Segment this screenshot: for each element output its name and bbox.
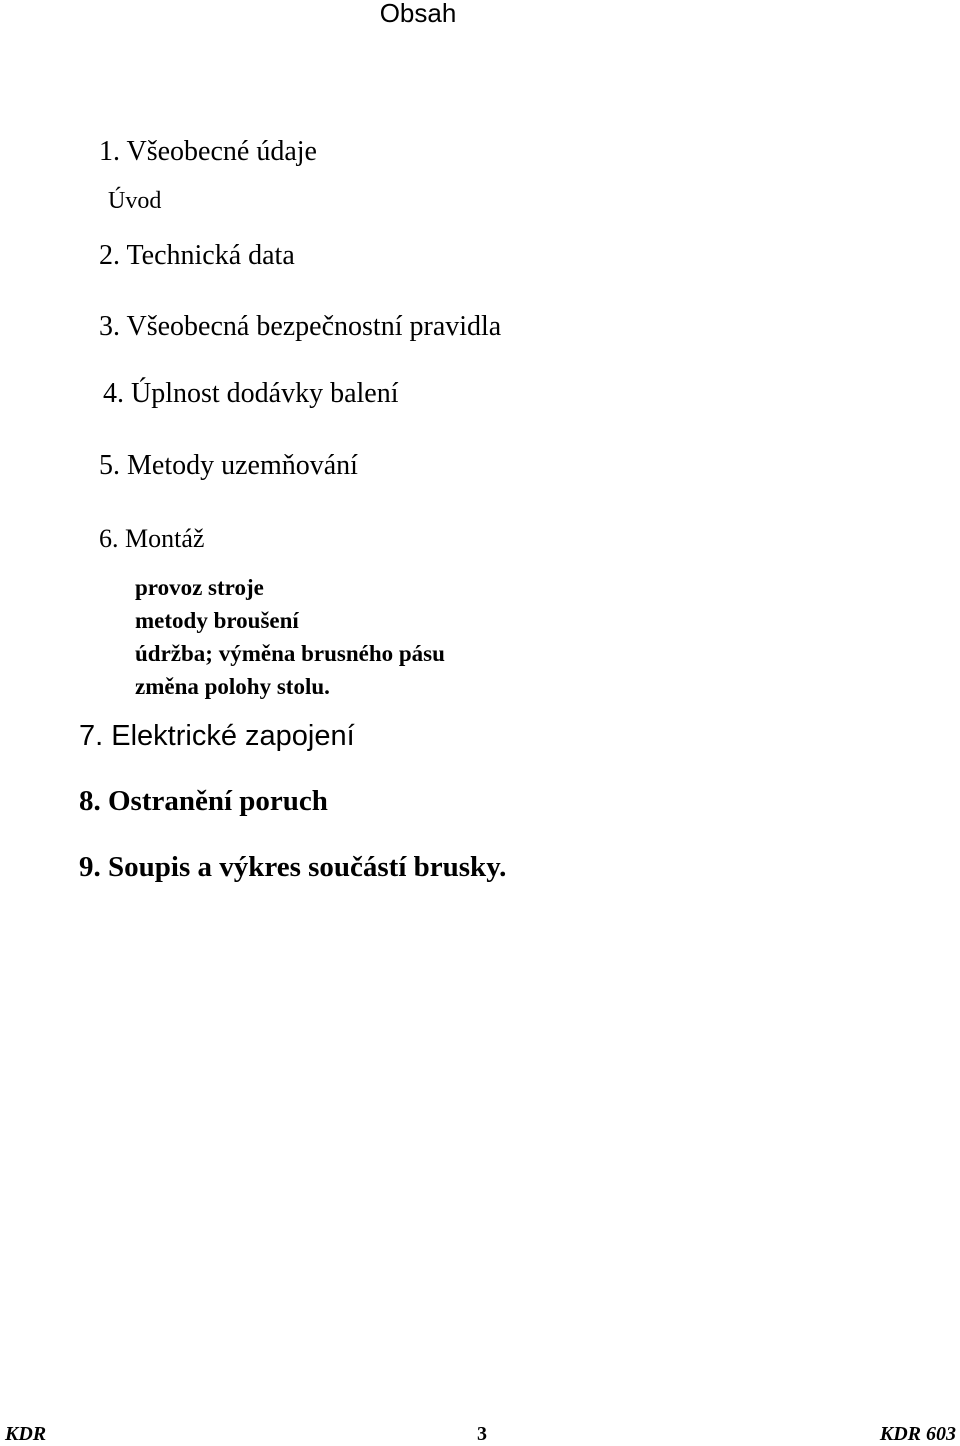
toc-item-8: 8. Ostranění poruch (79, 785, 328, 817)
toc-subitem: metody broušení (135, 608, 299, 633)
toc-item-6: 6. Montáž (99, 524, 205, 553)
page-title: Obsah (379, 0, 457, 28)
toc-item-7: 7. Elektrické zapojení (79, 720, 355, 752)
toc-item-3: 3. Všeobecná bezpečnostní pravidla (99, 311, 502, 342)
footer-right-label: KDR 603 (879, 1423, 956, 1445)
toc-item-1: 1. Všeobecné údaje (99, 136, 317, 167)
toc-item-intro: Úvod (108, 188, 162, 214)
toc-subitem: údržba; výměna brusného pásu (135, 641, 445, 666)
toc-item-4: 4. Úplnost dodávky balení (103, 378, 399, 409)
toc-item-2: 2. Technická data (99, 240, 295, 271)
toc-subitem: změna polohy stolu. (135, 674, 330, 699)
footer-left-label: KDR (5, 1423, 47, 1445)
toc-item-5: 5. Metody uzemňování (99, 450, 358, 481)
page-number: 3 (477, 1423, 487, 1445)
toc-subitem: provoz stroje (135, 575, 264, 600)
toc-item-9: 9. Soupis a výkres součástí brusky. (79, 851, 507, 883)
